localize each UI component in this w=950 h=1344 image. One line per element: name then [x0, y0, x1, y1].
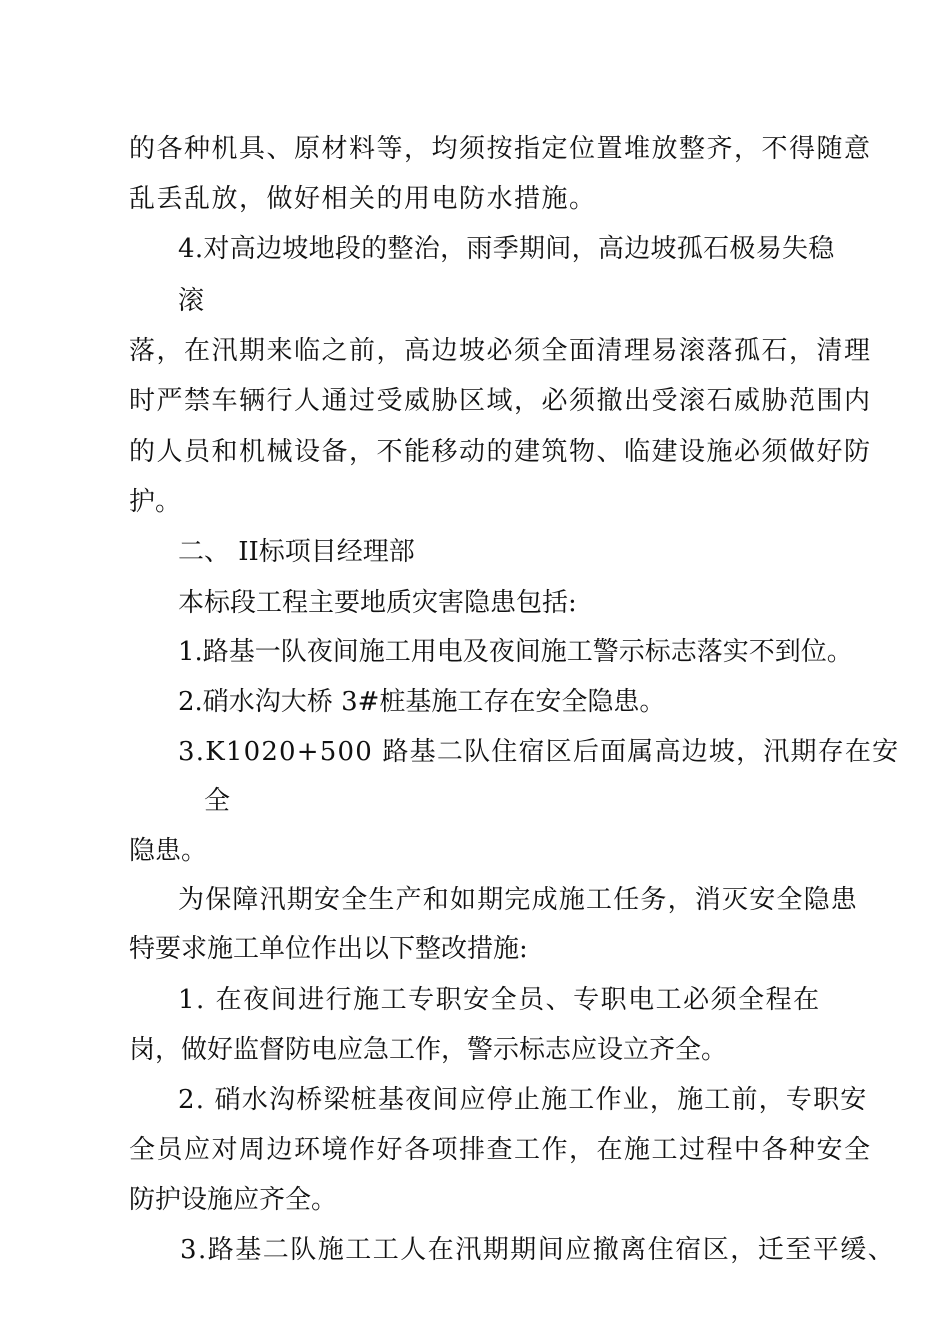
- list-item-line: 3.K1020+500 路基二队住宿区后面属高边坡，汛期存在安: [178, 737, 900, 767]
- paragraph-line: 的人员和机械设备，不能移动的建筑物、临建设施必须做好防: [129, 437, 872, 467]
- paragraph-line: 全员应对周边环境作好各项排查工作，在施工过程中各种安全: [129, 1135, 872, 1165]
- paragraph-line: 时严禁车辆行人通过受威胁区域，必须撤出受滚石威胁范围内: [129, 386, 872, 416]
- paragraph-line: 落，在汛期来临之前，高边坡必须全面清理易滚落孤石，清理: [129, 336, 872, 366]
- list-item-line: 1. 在夜间进行施工专职安全员、专职电工必须全程在: [178, 985, 821, 1015]
- list-item-line: 2. 硝水沟桥梁桩基夜间应停止施工作业，施工前，专职安: [178, 1085, 868, 1115]
- list-item-line: 滚: [178, 286, 205, 316]
- paragraph-line: 岗，做好监督防电应急工作，警示标志应设立齐全。: [129, 1035, 728, 1065]
- section-heading: 二、 II标项目经理部: [178, 537, 415, 567]
- paragraph-line: 防护设施应齐全。: [129, 1185, 338, 1215]
- list-item-line: 全: [204, 786, 231, 816]
- paragraph-line: 为保障汛期安全生产和如期完成施工任务，消灭安全隐患: [178, 885, 859, 915]
- paragraph-line: 的各种机具、原材料等，均须按指定位置堆放整齐，不得随意: [129, 134, 872, 164]
- list-item-line: 1.路基一队夜间施工用电及夜间施工警示标志落实不到位。: [178, 637, 853, 667]
- list-item-line: 3.路基二队施工工人在汛期期间应撤离住宿区，迁至平缓、: [180, 1235, 896, 1265]
- paragraph-line: 本标段工程主要地质灾害隐患包括:: [178, 588, 577, 618]
- list-item-line: 2.硝水沟大桥 3#桩基施工存在安全隐患。: [178, 687, 666, 717]
- list-item-line: 4.对高边坡地段的整治，雨季期间，高边坡孤石极易失稳: [178, 234, 835, 264]
- paragraph-line: 特要求施工单位作出以下整改措施:: [129, 934, 528, 964]
- paragraph-line: 隐患。: [129, 836, 208, 866]
- paragraph-line: 护。: [129, 487, 182, 517]
- paragraph-line: 乱丢乱放，做好相关的用电防水措施。: [129, 184, 597, 214]
